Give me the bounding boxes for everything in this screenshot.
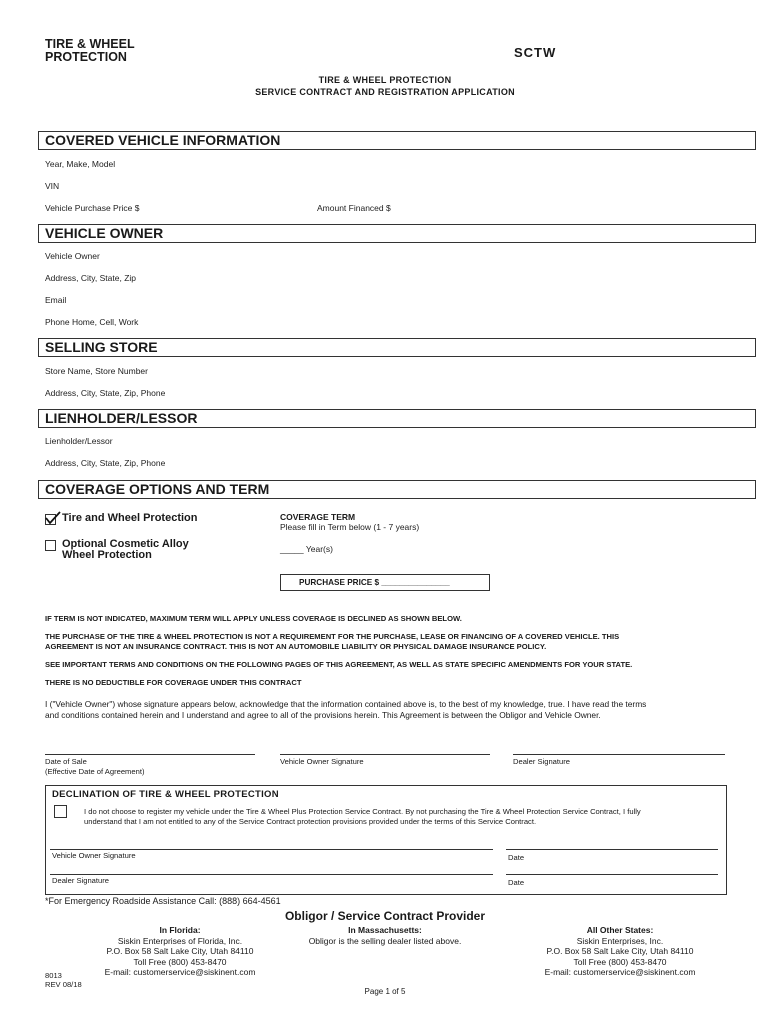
other-states-address: P.O. Box 58 Salt Lake City, Utah 84110 bbox=[546, 946, 694, 956]
store-name-field[interactable]: Store Name, Store Number bbox=[45, 366, 148, 376]
section-lienholder bbox=[38, 409, 756, 428]
tire-wheel-label: Tire and Wheel Protection bbox=[62, 512, 198, 524]
decline-date-label-1: Date bbox=[508, 853, 525, 862]
tire-wheel-checkbox[interactable] bbox=[45, 514, 56, 525]
decline-date-label-2: Date bbox=[508, 878, 525, 887]
amount-financed-field[interactable]: Amount Financed $ bbox=[317, 203, 391, 213]
notice-deductible: THERE IS NO DEDUCTIBLE FOR COVERAGE UNDER THIS CONTRACT bbox=[45, 678, 302, 687]
owner-address-field[interactable]: Address, City, State, Zip bbox=[45, 273, 137, 283]
page-number: Page 1 of 5 bbox=[364, 987, 406, 996]
document-title-1: TIRE & WHEEL PROTECTION bbox=[318, 75, 452, 85]
florida-address: P.O. Box 58 Salt Lake City, Utah 84110 bbox=[106, 946, 254, 956]
form-number-value: 8013 bbox=[45, 971, 62, 980]
dealer-signature-label: Dealer Signature bbox=[513, 757, 570, 766]
other-states-email: E-mail: customerservice@siskinent.com bbox=[544, 967, 696, 977]
declination-text bbox=[84, 807, 641, 827]
vehicle-owner-field[interactable]: Vehicle Owner bbox=[45, 251, 100, 261]
florida-phone: Toll Free (800) 453-8470 bbox=[133, 956, 227, 967]
owner-signature-line[interactable] bbox=[280, 754, 490, 755]
owner-signature-label: Vehicle Owner Signature bbox=[280, 757, 364, 766]
section-heading: SELLING STORE bbox=[45, 339, 158, 355]
date-of-sale-line[interactable] bbox=[45, 754, 255, 755]
roadside-assistance: *For Emergency Roadside Assistance Call: (888) 664-4561 bbox=[45, 896, 281, 906]
purchase-price-box[interactable] bbox=[280, 574, 490, 591]
revision: REV 08/18 bbox=[45, 980, 82, 989]
section-heading: COVERED VEHICLE INFORMATION bbox=[45, 132, 281, 148]
brand-line-2: PROTECTION bbox=[45, 50, 127, 64]
decline-date-line-2[interactable] bbox=[506, 874, 718, 875]
term-years-field[interactable]: _____ Year(s) bbox=[280, 544, 333, 554]
other-states-company: Siskin Enterprises, Inc. bbox=[576, 935, 664, 946]
section-coverage bbox=[38, 480, 756, 499]
cosmetic-alloy-line-2: Wheel Protection bbox=[62, 549, 152, 561]
check-icon bbox=[45, 511, 61, 525]
florida-title: In Florida: bbox=[159, 925, 201, 935]
vin-field[interactable]: VIN bbox=[45, 181, 60, 191]
purchase-price-field[interactable]: Vehicle Purchase Price $ bbox=[45, 203, 140, 213]
section-vehicle-owner bbox=[38, 224, 756, 243]
decline-checkbox[interactable] bbox=[54, 805, 67, 818]
florida-company: Siskin Enterprises of Florida, Inc. bbox=[117, 935, 243, 946]
decline-owner-signature-label: Vehicle Owner Signature bbox=[52, 851, 136, 860]
owner-phone-field[interactable]: Phone Home, Cell, Work bbox=[45, 317, 139, 327]
section-covered-vehicle bbox=[38, 131, 756, 150]
store-address-field[interactable]: Address, City, State, Zip, Phone bbox=[45, 388, 166, 398]
section-selling-store bbox=[38, 338, 756, 357]
declination-text-2: understand that I am not entitled to any of the Service Contract protection provisions provided under the terms of this Service Contract. bbox=[84, 817, 537, 826]
section-heading: LIENHOLDER/LESSOR bbox=[45, 410, 198, 426]
coverage-term-title: COVERAGE TERM bbox=[280, 512, 356, 522]
declination-box bbox=[45, 785, 727, 895]
cosmetic-alloy-checkbox[interactable] bbox=[45, 540, 56, 551]
cosmetic-alloy-line-1: Optional Cosmetic Alloy bbox=[62, 538, 189, 550]
decline-dealer-signature-line[interactable] bbox=[50, 874, 493, 875]
notice-terms: SEE IMPORTANT TERMS AND CONDITIONS ON THE FOLLOWING PAGES OF THIS AGREEMENT, AS WELL AS STATE SPECIFIC AMENDMENTS FOR YOUR STATE. bbox=[45, 660, 633, 669]
section-heading: VEHICLE OWNER bbox=[45, 225, 164, 241]
dealer-signature-line[interactable] bbox=[513, 754, 725, 755]
declination-heading: DECLINATION OF TIRE & WHEEL PROTECTION bbox=[52, 789, 279, 800]
decline-dealer-signature-label: Dealer Signature bbox=[52, 876, 109, 885]
notice-term: IF TERM IS NOT INDICATED, MAXIMUM TERM WILL APPLY UNLESS COVERAGE IS DECLINED AS SHOWN BELOW. bbox=[45, 614, 462, 623]
florida-provider bbox=[55, 925, 305, 978]
other-states-phone: Toll Free (800) 453-8470 bbox=[573, 956, 667, 967]
acknowledgement-line-1: I ("Vehicle Owner") whose signature appears below, acknowledge that the information contained above is, to the best of my knowledge, true. I have read the terms bbox=[45, 699, 647, 709]
section-heading: COVERAGE OPTIONS AND TERM bbox=[45, 481, 270, 497]
coverage-term-hint: Please fill in Term below (1 - 7 years) bbox=[280, 522, 420, 532]
cosmetic-alloy-label bbox=[62, 539, 189, 561]
purchase-price-label: PURCHASE PRICE $ _______________ bbox=[299, 578, 450, 587]
brand-line-1: TIRE & WHEEL bbox=[45, 37, 135, 51]
declination-text-1: I do not choose to register my vehicle under the Tire & Wheel Plus Protection Service Contract. By not purchasing the Tire & Wheel Protection Service Contract, I fully bbox=[84, 807, 641, 816]
document-title-2: SERVICE CONTRACT AND REGISTRATION APPLICATION bbox=[255, 87, 515, 97]
florida-email: E-mail: customerservice@siskinent.com bbox=[104, 967, 256, 977]
notice-requirement-2: AGREEMENT IS NOT AN INSURANCE CONTRACT. THIS IS NOT AN AUTOMOBILE LIABILITY OR PHYSICAL DAMAGE INSURANCE POLICY. bbox=[45, 642, 547, 651]
lienholder-field[interactable]: Lienholder/Lessor bbox=[45, 436, 113, 446]
date-of-sale-label: Date of Sale bbox=[45, 757, 87, 766]
obligor-title: Obligor / Service Contract Provider bbox=[284, 909, 486, 923]
owner-email-field[interactable]: Email bbox=[45, 295, 67, 305]
other-states-title: All Other States: bbox=[586, 925, 654, 935]
effective-date-label: (Effective Date of Agreement) bbox=[45, 767, 145, 776]
decline-owner-signature-line[interactable] bbox=[50, 849, 493, 850]
year-make-model-field[interactable]: Year, Make, Model bbox=[45, 159, 116, 169]
massachusetts-text: Obligor is the selling dealer listed above. bbox=[308, 935, 462, 946]
other-states-provider bbox=[495, 925, 745, 978]
massachusetts-title: In Massachusetts: bbox=[348, 925, 422, 935]
notice-requirement-1: THE PURCHASE OF THE TIRE & WHEEL PROTECTION IS NOT A REQUIREMENT FOR THE PURCHASE, LEASE OR FINANCING OF A COVERED VEHICLE. THIS bbox=[45, 632, 620, 641]
brand-title bbox=[45, 38, 135, 64]
massachusetts-provider bbox=[280, 925, 490, 946]
acknowledgement bbox=[45, 699, 646, 720]
acknowledgement-line-2: and conditions contained herein and I understand and agree to all of the provisions herein. This Agreement is between the Obligor and Vehicle Owner. bbox=[45, 709, 601, 720]
form-code: SCTW bbox=[514, 45, 557, 60]
lienholder-address-field[interactable]: Address, City, State, Zip, Phone bbox=[45, 458, 166, 468]
decline-date-line-1[interactable] bbox=[506, 849, 718, 850]
